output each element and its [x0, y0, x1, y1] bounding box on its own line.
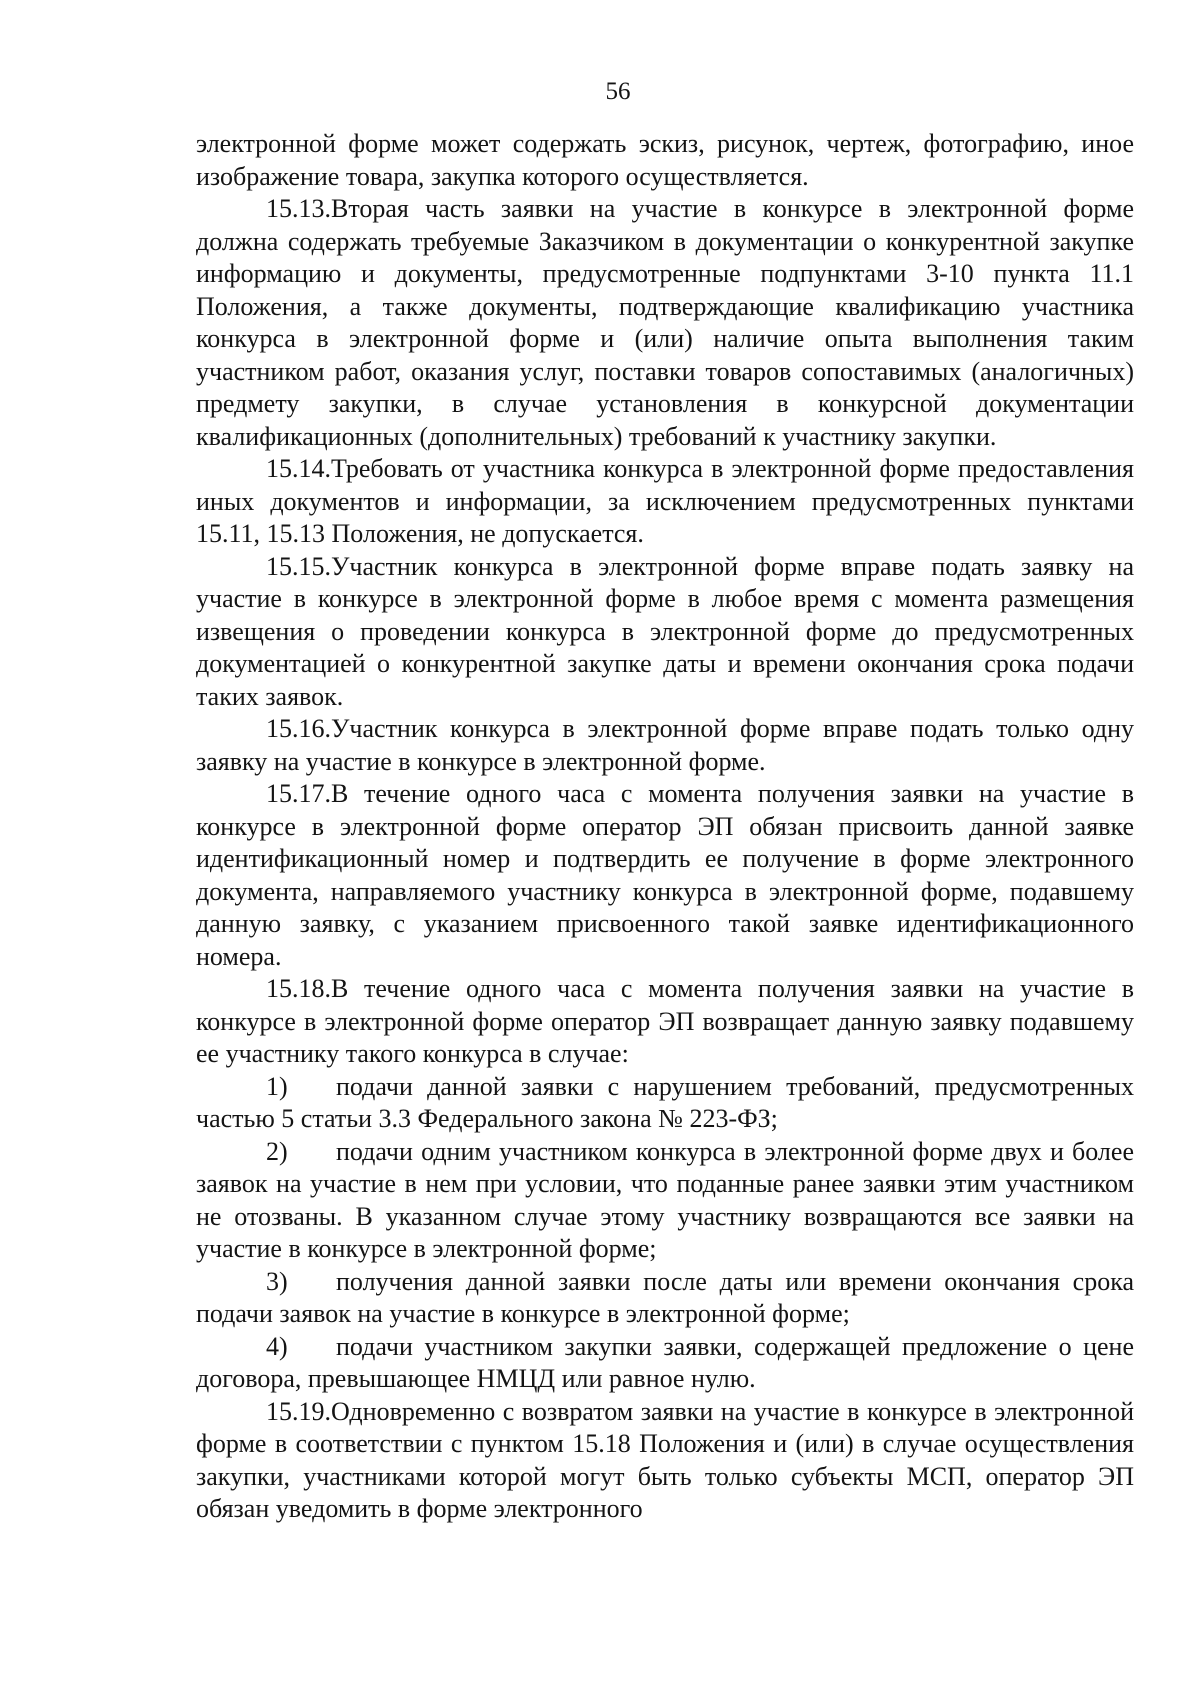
paragraph-15-16: 15.16.Участник конкурса в электронной форме вправе подать только одну заявку на участие в конкурсе в электронной форме. — [196, 714, 1134, 776]
list-item-number: 2) — [266, 1136, 288, 1166]
paragraph-15-19: 15.19.Одновременно с возвратом заявки на участие в конкурсе в электронной форме в соответствии с пунктом 15.18 Положения и (или) в случае осуществления закупки, участниками которой могут быть только субъекты МСП, оператор ЭП обязан уведомить в форме электронного — [196, 1396, 1134, 1523]
list-item-text: получения данной заявки после даты или времени окончания срока подачи заявок на участие в конкурсе в электронной форме; — [196, 1266, 1134, 1328]
list-item-number: 4) — [266, 1331, 288, 1361]
list-item-text: подачи участником закупки заявки, содержащей предложение о цене договора, превышающее НМЦД или равное нулю. — [196, 1331, 1134, 1393]
document-body — [196, 128, 1134, 1526]
list-item — [196, 1331, 1134, 1396]
paragraph-intro: электронной форме может содержать эскиз, рисунок, чертеж, фотографию, иное изображение товара, закупка которого осуществляется. — [196, 129, 1134, 191]
list-item — [196, 1266, 1134, 1331]
paragraph-15-14: 15.14.Требовать от участника конкурса в электронной форме предоставления иных документов и информации, за исключением предусмотренных пунктами 15.11, 15.13 Положения, не допускается. — [196, 454, 1134, 548]
paragraph-15-17: 15.17.В течение одного часа с момента получения заявки на участие в конкурсе в электронной форме оператор ЭП обязан присвоить данной заявке идентификационный номер и подтвердить ее получение в форме электронного документа, направляемого участнику конкурса в электронной форме, подавшему данную заявку, с указанием присвоенного такой заявке идентификационного номера. — [196, 779, 1134, 971]
list-item — [196, 1071, 1134, 1136]
list-item-text: подачи одним участником конкурса в электронной форме двух и более заявок на участие в нем при условии, что поданные ранее заявки этим участником не отозваны. В указанном случае этому участнику возвращаются все заявки на участие в конкурсе в электронной форме; — [196, 1136, 1134, 1263]
list-item-number: 1) — [266, 1071, 288, 1101]
page-number: 56 — [605, 78, 631, 105]
list-item-number: 3) — [266, 1266, 288, 1296]
list-item — [196, 1136, 1134, 1266]
paragraph-15-15: 15.15.Участник конкурса в электронной форме вправе подать заявку на участие в конкурсе в электронной форме в любое время с момента размещения извещения о проведении конкурса в электронной форме до предусмотренных документацией о конкурентной закупке даты и времени окончания срока подачи таких заявок. — [196, 551, 1134, 711]
list-item-text: подачи данной заявки с нарушением требований, предусмотренных частью 5 статьи 3.3 Федерального закона № 223-ФЗ; — [196, 1071, 1134, 1133]
paragraph-15-18: 15.18.В течение одного часа с момента получения заявки на участие в конкурсе в электронной форме оператор ЭП возвращает данную заявку подавшему ее участнику такого конкурса в случае: — [196, 974, 1134, 1068]
paragraph-15-13: 15.13.Вторая часть заявки на участие в конкурсе в электронной форме должна содержать требуемые Заказчиком в документации о конкурентной закупке информацию и документы, предусмотренные подпунктами 3-10 пункта 11.1 Положения, а также документы, подтверждающие квалификацию участника конкурса в электронной форме и (или) наличие опыта выполнения таким участником работ, оказания услуг, поставки товаров сопоставимых (аналогичных) предмету закупки, в случае установления в конкурсной документации квалификационных (дополнительных) требований к участнику закупки. — [196, 194, 1134, 451]
